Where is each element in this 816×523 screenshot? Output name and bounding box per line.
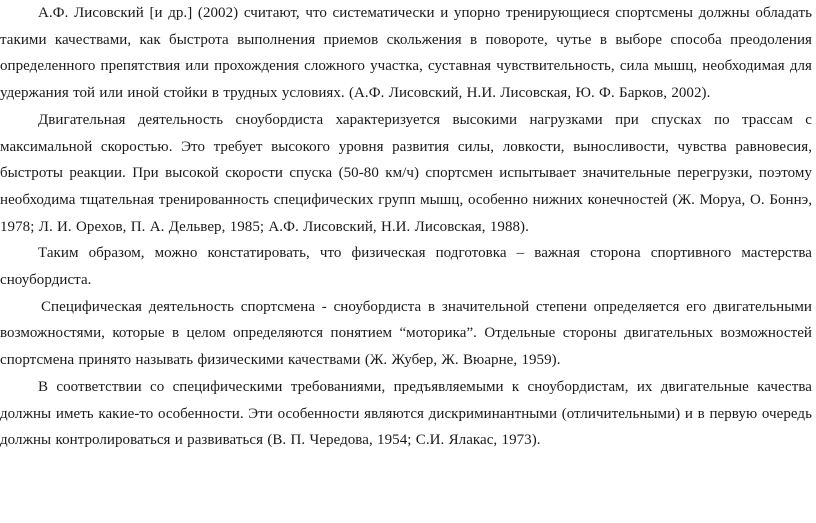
paragraph-3: Таким образом, можно констатировать, что физическая подготовка – важная сторона спортивного мастерства сноубордиста. xyxy=(0,245,812,289)
paragraph-1: А.Ф. Лисовский [и др.] (2002) считают, что систематически и упорно тренирующиеся спортсмены должны обладать такими качествами, как быстрота выполнения приемов скольжения в повороте, чутье в выборе способа преодоления определенного препятствия или прохождения сложного участка, суставная чувствительность, сила мышц, необходимая для удержания той или иной стойки в трудных условиях. (А.Ф. Лисовский, Н.И. Лисовская, Ю. Ф. Барков, 2002). xyxy=(0,5,812,102)
paragraph-5: В соответствии со специфическими требованиями, предъявляемыми к сноубордистам, их двигательные качества должны иметь какие-то особенности. Эти особенности являются дискриминантными (отличительными) и в первую очередь должны контролироваться и развиваться (В. П. Чередова, 1954; С.И. Ялакас, 1973). xyxy=(0,378,812,449)
paragraph-2: Двигательная деятельность сноубордиста характеризуется высокими нагрузками при спусках по трассам с максимальной скоростью. Это требует высокого уровня развития силы, ловкости, выносливости, чувства равновесия, быстроты реакции. При высокой скорости спуска (50-80 км/ч) спортсмен испытывает значительные перегрузки, поэтому необходима тщательная тренированность специфических групп мышц, особенно нижних конечностей (Ж. Моруа, О. Боннэ, 1978; Л. И. Орехов, П. А. Дельвер, 1985; А.Ф. Лисовский, Н.И. Лисовская, 1988). xyxy=(0,111,812,235)
paragraph-4: Специфическая деятельность спортсмена - сноубордиста в значительной степени определяется его двигательными возможностями, которые в целом определяются понятием “моторика”. Отдельные стороны двигательных возможностей спортсмена принято называть физическими качествами (Ж. Жубер, Ж. Вюарне, 1959). xyxy=(0,298,812,369)
